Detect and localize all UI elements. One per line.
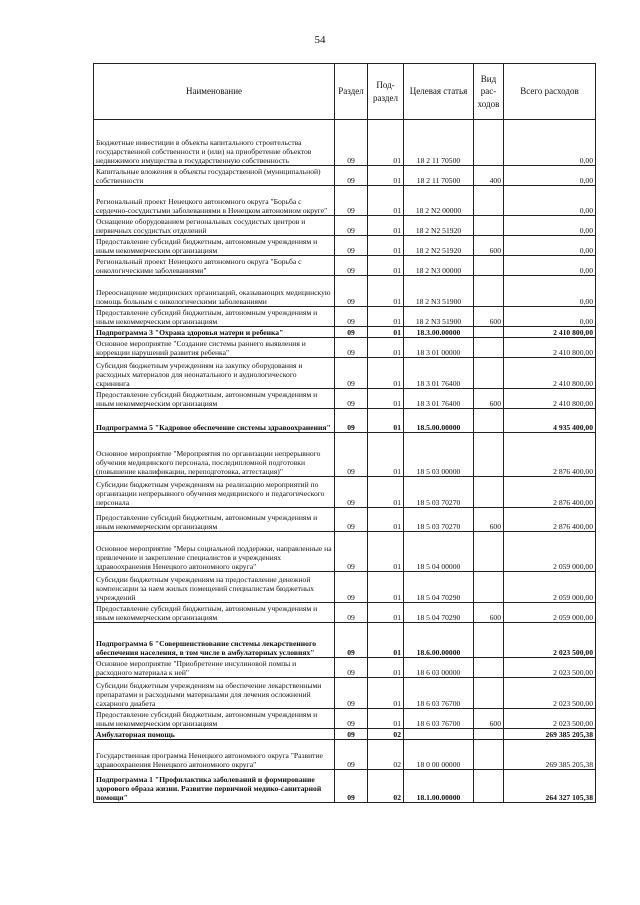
cell-razdel: 09 — [335, 409, 368, 433]
cell-statya: 18 6 03 76700 — [404, 678, 474, 709]
cell-vid — [474, 216, 504, 236]
cell-total: 0,00 — [504, 307, 596, 327]
cell-podrazdel: 02 — [368, 740, 404, 770]
cell-podrazdel: 01 — [368, 658, 404, 678]
table-row — [94, 477, 596, 508]
cell-razdel: 09 — [335, 256, 368, 276]
table-row — [94, 338, 596, 358]
cell-statya: 18 6 03 00000 — [404, 658, 474, 678]
cell-statya: 18 2 N3 00000 — [404, 256, 474, 276]
cell-statya: 18 2 N2 51920 — [404, 236, 474, 256]
cell-podrazdel: 01 — [368, 276, 404, 307]
cell-total: 0,00 — [504, 236, 596, 256]
cell-podrazdel: 01 — [368, 338, 404, 358]
cell-vid — [474, 770, 504, 803]
cell-statya: 18 2 N2 00000 — [404, 186, 474, 216]
cell-razdel: 09 — [335, 603, 368, 623]
cell-podrazdel: 01 — [368, 327, 404, 338]
cell-name: Предоставление субсидий бюджетным, автономным учреждениям и иным некоммерческим организациям — [94, 603, 335, 623]
cell-statya: 18 5 03 70270 — [404, 508, 474, 532]
table-row — [94, 186, 596, 216]
cell-razdel: 09 — [335, 508, 368, 532]
table-row — [94, 433, 596, 477]
cell-podrazdel: 01 — [368, 256, 404, 276]
cell-name: Субсидии бюджетным учреждениям на предоставление денежной компенсации за наем жилых помещений специалистам бюджетных учреждений — [94, 572, 335, 603]
cell-name: Основное мероприятие "Приобретение инсулиновой помпы и расходного материала к ней" — [94, 658, 335, 678]
cell-razdel: 09 — [335, 740, 368, 770]
cell-vid: 600 — [474, 508, 504, 532]
table-row — [94, 658, 596, 678]
expenditure-table — [93, 63, 596, 803]
cell-podrazdel: 01 — [368, 186, 404, 216]
cell-razdel: 09 — [335, 307, 368, 327]
cell-razdel: 09 — [335, 729, 368, 740]
cell-vid: 600 — [474, 389, 504, 409]
cell-vid — [474, 120, 504, 166]
col-header-podrazdel: Под-раздел — [368, 64, 404, 120]
cell-total: 2 023 500,00 — [504, 678, 596, 709]
cell-vid: 600 — [474, 603, 504, 623]
cell-razdel: 09 — [335, 623, 368, 658]
cell-total: 2 410 800,00 — [504, 358, 596, 389]
cell-vid: 600 — [474, 307, 504, 327]
cell-total: 269 385 205,38 — [504, 740, 596, 770]
cell-razdel: 09 — [335, 276, 368, 307]
cell-vid — [474, 256, 504, 276]
cell-total: 0,00 — [504, 216, 596, 236]
cell-name: Субсидии бюджетным учреждениям на реализацию мероприятий по организации непрерывного обучения медицинского и педагогического персонала — [94, 477, 335, 508]
table-row — [94, 236, 596, 256]
cell-razdel: 09 — [335, 770, 368, 803]
cell-podrazdel: 01 — [368, 166, 404, 186]
cell-podrazdel: 01 — [368, 603, 404, 623]
cell-total: 2 059 000,00 — [504, 532, 596, 572]
table-row — [94, 216, 596, 236]
cell-name: Основное мероприятие "Меры социальной поддержки, направленные на привлечение и закрепление специалистов в учреждениях здравоохранения Ненецкого автономного округа" — [94, 532, 335, 572]
cell-razdel: 09 — [335, 338, 368, 358]
cell-name: Предоставление субсидий бюджетным, автономным учреждениям и иным некоммерческим организациям — [94, 389, 335, 409]
cell-razdel: 09 — [335, 389, 368, 409]
cell-name: Подпрограмма 6 "Совершенствование системы лекарственного обеспечения населения, в том числе в амбулаторных условиях" — [94, 623, 335, 658]
cell-razdel: 09 — [335, 532, 368, 572]
cell-vid — [474, 338, 504, 358]
cell-statya — [404, 729, 474, 740]
cell-razdel: 09 — [335, 477, 368, 508]
cell-podrazdel: 01 — [368, 358, 404, 389]
cell-name: Региональный проект Ненецкого автономного округа "Борьба с онкологическими заболеваниями" — [94, 256, 335, 276]
cell-total: 2 876 400,00 — [504, 477, 596, 508]
cell-podrazdel: 01 — [368, 307, 404, 327]
cell-razdel: 09 — [335, 358, 368, 389]
cell-statya: 18.1.00.00000 — [404, 770, 474, 803]
cell-vid — [474, 358, 504, 389]
cell-vid — [474, 572, 504, 603]
cell-total: 2 876 400,00 — [504, 508, 596, 532]
cell-podrazdel: 01 — [368, 709, 404, 729]
cell-podrazdel: 01 — [368, 572, 404, 603]
cell-razdel: 09 — [335, 120, 368, 166]
cell-vid — [474, 729, 504, 740]
cell-vid — [474, 532, 504, 572]
cell-podrazdel: 01 — [368, 389, 404, 409]
cell-razdel: 09 — [335, 327, 368, 338]
table-row — [94, 572, 596, 603]
cell-razdel: 09 — [335, 236, 368, 256]
col-header-name: Наименование — [94, 64, 335, 120]
cell-statya: 18 2 N3 51900 — [404, 276, 474, 307]
cell-total: 2 876 400,00 — [504, 433, 596, 477]
cell-razdel: 09 — [335, 166, 368, 186]
table-row — [94, 532, 596, 572]
cell-vid: 600 — [474, 709, 504, 729]
cell-podrazdel: 01 — [368, 623, 404, 658]
cell-podrazdel: 02 — [368, 770, 404, 803]
cell-statya: 18 5 04 70290 — [404, 603, 474, 623]
cell-vid — [474, 658, 504, 678]
table-row — [94, 709, 596, 729]
cell-total: 0,00 — [504, 120, 596, 166]
cell-statya: 18 2 N2 51920 — [404, 216, 474, 236]
col-header-razdel: Раздел — [335, 64, 368, 120]
cell-statya: 18.5.00.00000 — [404, 409, 474, 433]
table-row — [94, 678, 596, 709]
cell-total: 2 023 500,00 — [504, 709, 596, 729]
table-row — [94, 276, 596, 307]
table-row — [94, 770, 596, 803]
cell-vid — [474, 477, 504, 508]
table-row — [94, 358, 596, 389]
cell-name: Субсидии бюджетным учреждениям на обеспечение лекарственными препаратами и расходными материалами для лечения осложнений сахарного диабета — [94, 678, 335, 709]
cell-statya: 18 2 11 70500 — [404, 120, 474, 166]
cell-total: 0,00 — [504, 186, 596, 216]
cell-razdel: 09 — [335, 678, 368, 709]
table-row — [94, 623, 596, 658]
col-header-vid: Вид рас-ходов — [474, 64, 504, 120]
cell-total: 4 935 400,00 — [504, 409, 596, 433]
cell-name: Региональный проект Ненецкого автономного округа "Борьба с сердечно-сосудистыми заболеваниями в Ненецком автономном округе" — [94, 186, 335, 216]
table-row — [94, 307, 596, 327]
cell-total: 2 410 800,00 — [504, 338, 596, 358]
cell-razdel: 09 — [335, 709, 368, 729]
cell-total: 0,00 — [504, 276, 596, 307]
cell-vid — [474, 678, 504, 709]
cell-vid — [474, 740, 504, 770]
cell-total: 2 023 500,00 — [504, 623, 596, 658]
cell-total: 264 327 105,38 — [504, 770, 596, 803]
cell-vid: 400 — [474, 166, 504, 186]
cell-podrazdel: 01 — [368, 409, 404, 433]
cell-total: 269 385 205,38 — [504, 729, 596, 740]
cell-podrazdel: 01 — [368, 120, 404, 166]
cell-name: Подпрограмма 3 "Охрана здоровья матери и ребенка" — [94, 327, 335, 338]
cell-razdel: 09 — [335, 186, 368, 216]
cell-name: Основное мероприятие "Мероприятия по организации непрерывного обучения медицинского персонала, последипломной подготовки (повышение квалификации, переподготовка, аттестация)" — [94, 433, 335, 477]
cell-podrazdel: 01 — [368, 477, 404, 508]
cell-vid: 600 — [474, 236, 504, 256]
cell-name: Государственная программа Ненецкого автономного округа "Развитие здравоохранения Ненецкого автономного округа" — [94, 740, 335, 770]
cell-statya: 18 5 03 00000 — [404, 433, 474, 477]
col-header-total: Всего расходов — [504, 64, 596, 120]
cell-name: Бюджетные инвестиции в объекты капитального строительства государственной собственности и (или) на приобретение объектов недвижимого имущества в государственную собственность — [94, 120, 335, 166]
table-row — [94, 389, 596, 409]
cell-statya: 18 3 01 76400 — [404, 358, 474, 389]
cell-total: 2 059 000,00 — [504, 572, 596, 603]
cell-statya: 18 2 N3 51900 — [404, 307, 474, 327]
table-row — [94, 729, 596, 740]
cell-podrazdel: 01 — [368, 508, 404, 532]
cell-statya: 18 5 04 70290 — [404, 572, 474, 603]
cell-statya: 18 6 03 76700 — [404, 709, 474, 729]
table-row — [94, 166, 596, 186]
cell-statya: 18.3.00.00000 — [404, 327, 474, 338]
cell-podrazdel: 01 — [368, 433, 404, 477]
cell-statya: 18 0 00 00000 — [404, 740, 474, 770]
cell-total: 2 410 800,00 — [504, 389, 596, 409]
cell-name: Предоставление субсидий бюджетным, автономным учреждениям и иным некоммерческим организациям — [94, 236, 335, 256]
cell-name: Предоставление субсидий бюджетным, автономным учреждениям и иным некоммерческим организациям — [94, 709, 335, 729]
cell-statya: 18 2 11 70500 — [404, 166, 474, 186]
page-number: 54 — [314, 34, 326, 46]
cell-vid — [474, 327, 504, 338]
cell-statya: 18 5 04 00000 — [404, 532, 474, 572]
cell-vid — [474, 623, 504, 658]
table-row — [94, 740, 596, 770]
cell-podrazdel: 01 — [368, 236, 404, 256]
cell-vid — [474, 433, 504, 477]
cell-razdel: 09 — [335, 658, 368, 678]
cell-name: Подпрограмма 5 "Кадровое обеспечение системы здравоохранения" — [94, 409, 335, 433]
cell-name: Капитальные вложения в объекты государственной (муниципальной) собственности — [94, 166, 335, 186]
cell-podrazdel: 01 — [368, 216, 404, 236]
cell-name: Амбулаторная помощь — [94, 729, 335, 740]
cell-name: Предоставление субсидий бюджетным, автономным учреждениям и иным некоммерческим организациям — [94, 508, 335, 532]
cell-razdel: 09 — [335, 433, 368, 477]
cell-podrazdel: 01 — [368, 678, 404, 709]
cell-statya: 18 3 01 00000 — [404, 338, 474, 358]
table-row — [94, 120, 596, 166]
table-row — [94, 603, 596, 623]
cell-razdel: 09 — [335, 216, 368, 236]
cell-statya: 18.6.00.00000 — [404, 623, 474, 658]
cell-name: Субсидия бюджетным учреждениям на закупку оборудования и расходных материалов для неонатального и аудиологического скрининга — [94, 358, 335, 389]
cell-vid — [474, 409, 504, 433]
cell-total: 2 059 000,00 — [504, 603, 596, 623]
cell-statya: 18 3 01 76400 — [404, 389, 474, 409]
cell-statya: 18 5 03 70270 — [404, 477, 474, 508]
cell-total: 0,00 — [504, 256, 596, 276]
cell-vid — [474, 276, 504, 307]
table-row — [94, 327, 596, 338]
cell-name: Оснащение оборудованием региональных сосудистых центров и первичных сосудистых отделений — [94, 216, 335, 236]
cell-name: Предоставление субсидий бюджетным, автономным учреждениям и иным некоммерческим организациям — [94, 307, 335, 327]
cell-podrazdel: 01 — [368, 532, 404, 572]
cell-razdel: 09 — [335, 572, 368, 603]
cell-name: Основное мероприятие "Создание системы раннего выявления и коррекции нарушений развития ребенка" — [94, 338, 335, 358]
col-header-statya: Целевая статья — [404, 64, 474, 120]
table-row — [94, 508, 596, 532]
table-row — [94, 256, 596, 276]
cell-vid — [474, 186, 504, 216]
cell-total: 0,00 — [504, 166, 596, 186]
cell-total: 2 023 500,00 — [504, 658, 596, 678]
cell-podrazdel: 02 — [368, 729, 404, 740]
cell-name: Подпрограмма 1 "Профилактика заболеваний и формирование здорового образа жизни. Развитие первичной медико-санитарной помощи" — [94, 770, 335, 803]
table-header-row — [94, 64, 596, 120]
cell-name: Переоснащение медицинских организаций, оказывающих медицинскую помощь больным с онкологическими заболеваниями — [94, 276, 335, 307]
cell-total: 2 410 800,00 — [504, 327, 596, 338]
table-row — [94, 409, 596, 433]
